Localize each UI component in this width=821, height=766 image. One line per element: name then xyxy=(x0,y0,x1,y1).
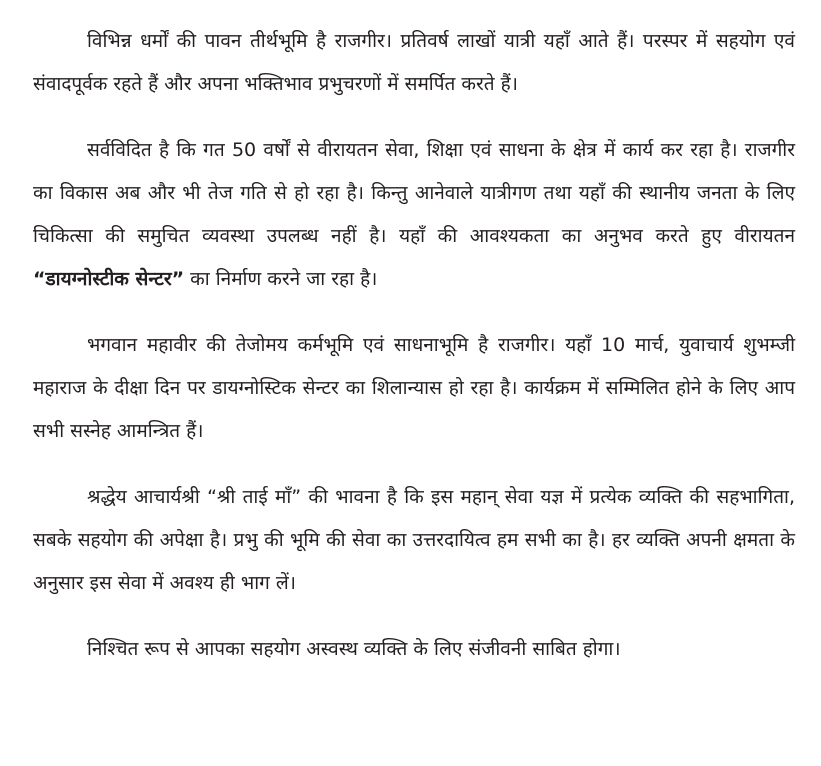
paragraph-diagnostic-center xyxy=(33,129,795,301)
diagnostic-center-title: “डायग्नोस्टीक सेन्टर” xyxy=(33,268,185,290)
paragraph-appeal xyxy=(33,476,795,605)
paragraph-closing xyxy=(33,628,795,671)
paragraph-text: विभिन्न धर्मों की पावन तीर्थभूमि है राजगीर। प्रतिवर्ष लाखों यात्री यहाँ आते हैं। परस्पर में सहयोग एवं संवादपूर्वक रहते हैं और अपना भक्तिभाव प्रभुचरणों में समर्पित करते हैं। xyxy=(33,30,795,95)
paragraph-text: का निर्माण करने जा रहा है। xyxy=(184,268,378,290)
paragraph-text: सर्वविदित है कि गत 50 वर्षों से वीरायतन सेवा, शिक्षा एवं साधना के क्षेत्र में कार्य कर रहा है। राजगीर का विकास अब और भी तेज गति से हो रहा है। किन्तु आनेवाले यात्रीगण तथा यहाँ की स्थानीय जनता के लिए चिकित्सा की समुचित व्यवस्था उपलब्ध नहीं है। यहाँ की आवश्यकता का अनुभव करते हुए वीरायतन xyxy=(33,139,795,247)
paragraph-text: निश्चित रूप से आपका सहयोग अस्वस्थ व्यक्ति के लिए संजीवनी साबित होगा। xyxy=(87,638,621,660)
paragraph-pilgrimage xyxy=(33,20,795,106)
paragraph-foundation-ceremony xyxy=(33,324,795,453)
paragraph-text: भगवान महावीर की तेजोमय कर्मभूमि एवं साधनाभूमि है राजगीर। यहाँ 10 मार्च, युवाचार्य शुभम्जी महाराज के दीक्षा दिन पर डायग्नोस्टिक सेन्टर का शिलान्यास हो रहा है। कार्यक्रम में सम्मिलित होने के लिए आप सभी सस्नेह आमन्त्रित हैं। xyxy=(33,334,795,442)
paragraph-text: श्रद्धेय आचार्यश्री “श्री ताई माँ” की भावना है कि इस महान् सेवा यज्ञ में प्रत्येक व्यक्ति की सहभागिता, सबके सहयोग की अपेक्षा है। प्रभु की भूमि की सेवा का उत्तरदायित्व हम सभी का है। हर व्यक्ति अपनी क्षमता के अनुसार इस सेवा में अवश्य ही भाग लें। xyxy=(33,486,795,594)
